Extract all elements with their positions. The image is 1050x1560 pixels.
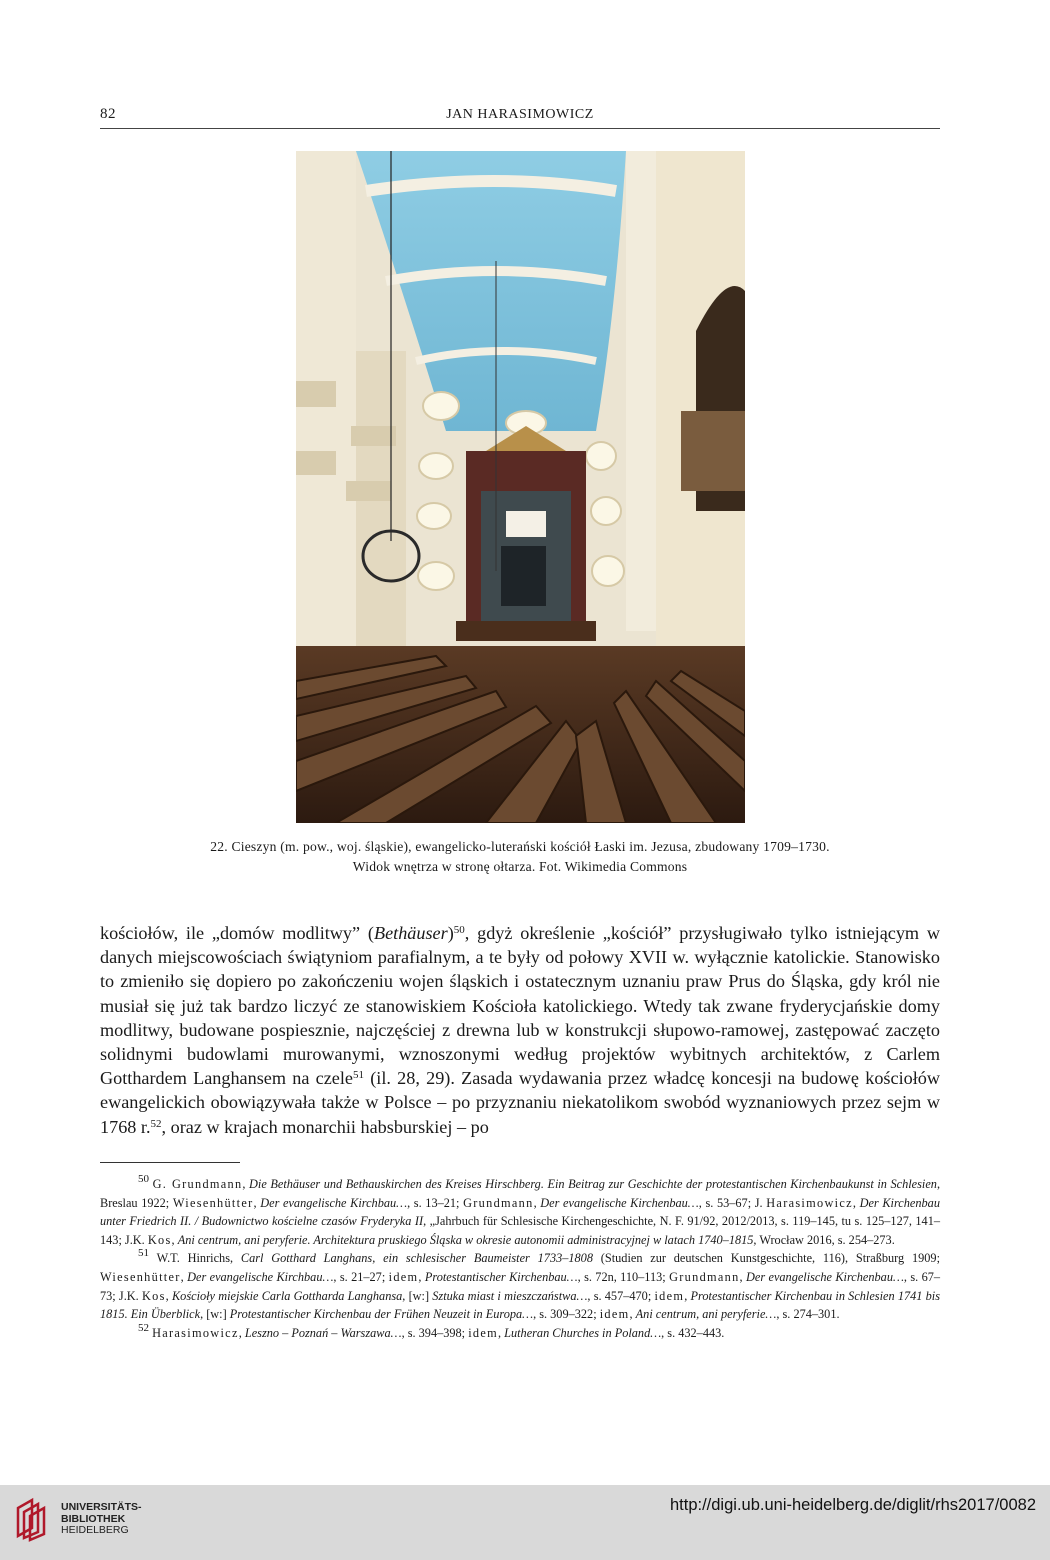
church-interior-photo xyxy=(296,151,745,823)
library-logo-icon xyxy=(10,1494,60,1544)
page-header xyxy=(100,106,940,129)
permalink-url[interactable]: http://digi.ub.uni-heidelberg.de/diglit/rhs2017/0082 xyxy=(669,1496,1036,1514)
footnote-52: $^{52}$ Harasimowicz, Leszno – Poznań – Warszawa…, s. 394–398; idem, Lutheran Churches in Poland…, s. 432–443. xyxy=(138,1321,725,1340)
body-italic-term: Bethäuser xyxy=(373,923,448,943)
caption-line-2: Widok wnętrza w stronę ołtarza. Fot. Wikimedia Commons xyxy=(352,859,688,874)
page-number: 82 xyxy=(100,106,116,122)
caption-line-1: 22. Cieszyn (m. pow., woj. śląskie), ewangelicko-luterański kościół Łaski im. Jezusa, zbudowany 1709–1730. xyxy=(210,839,830,854)
footnote-50: $^{50}$ G. Grundmann, Die Bethäuser und Bethauskirchen des Kreises Hirschberg. Ein Beitrag zur Geschichte der protestantischen Kirchenbaukunst in Schlesien, Breslau 1922; Wiesenhütter, Der evangelische Kirchbau…, s. 13–21; Grundmann, Der evangelische Kirchenbau…, s. 53–67; J. Harasimowicz, Der Kirchenbau unter Friedrich II. / Budownictwo kościelne czasów Fryderyka II, „Jahrbuch für Schlesische Kirchengeschichte, N. F. 91/92, 2012/2013, s. 119–145, tu s. 125–127, 141–143; J.K. Kos, Ani centrum, ani peryferie. Architektura pruskiego Śląska w okresie autonomii administracyjnej w latach 1740–1815, Wrocław 2016, s. 254–273. xyxy=(100,1173,941,1247)
body-text-3: (il. 28, 29). Zasada wydawania przez władcę koncesji na budowę kościołów ewangelickich obowiązywała także w Polsce – po przyznaniu niekatolikom swobód wyznaniowych przez sejm w 1768 r. xyxy=(100,1068,940,1137)
footnotes xyxy=(100,1175,940,1342)
figure-caption xyxy=(130,837,910,877)
body-text-4: , oraz w krajach monarchii habsburskiej – po xyxy=(161,1116,489,1137)
library-footer xyxy=(0,1485,1050,1560)
library-name: UNIVERSITÄTS- BIBLIOTHEK HEIDELBERG xyxy=(61,1501,142,1536)
footnote-ref-52[interactable]: 52 xyxy=(150,1117,162,1130)
footnote-divider xyxy=(100,1162,240,1163)
footnote-51: $^{51}$ W.T. Hinrichs, Carl Gotthard Langhans, ein schlesischer Baumeister 1733–1808 (Studien zur deutschen Kunstgeschichte, 116), Straßburg 1909; Wiesenhütter, Der evangelische Kirchbau…, s. 21–27; idem, Protestantischer Kirchenbau…, s. 72n, 110–113; Grundmann, Der evangelische Kirchenbau…, s. 67–73; J.K. Kos, Kościoły miejskie Carla Gottharda Langhansa, [w:] Sztuka miast i mieszczaństwa…, s. 457–470; idem, Protestantischer Kirchenbau in Schlesien 1741 bis 1815. Ein Überblick, [w:] Protestantischer Kirchenbau der Frühen Neuzeit in Europa…, s. 309–322; idem, Ani centrum, ani peryferie…, s. 274–301. xyxy=(100,1247,941,1322)
footnote-ref-51[interactable]: 51 xyxy=(352,1069,364,1082)
main-paragraph: kościołów, ile „domów modlitwy” (Bethäuser)$^{50}$, gdyż określenie „kościół” przysługiwało tylko istniejącym w danych miejscowościach świątyniom parafialnym, a te były od połowy XVII w. wyłącznie katolickie. Stanowisko to zmieniło się dopiero po zakończeniu wojen śląskich i ostatecznym uznaniu praw Prus do Śląska, gdy król nie musiał się już tak bardzo liczyć ze stanowiskiem Kościoła katolickiego. Wtedy tak zwane fryderycjańskie domy modlitwy, budowane pospiesznie, najczęściej z drewna lub w konstrukcji słupowo-ramowej, zastępować zaczęto solidnymi budowlami murowanymi, wznoszonymi według projektów wybitnych architektów, z Carlem Gotthardem Langhansem na czele$^{51}$ (il. 28, 29). Zasada wydawania przez władcę koncesji na budowę kościołów ewangelickich obowiązywała także w Polsce – po przyznaniu niekatolikom swobód wyznaniowych przez sejm w 1768 r.$^{52}$, oraz w krajach monarchii habsburskiej – po xyxy=(100,923,941,1137)
running-head-author: JAN HARASIMOWICZ xyxy=(446,107,594,122)
body-text-2: , gdyż określenie „kościół” przysługiwało tylko istniejącym w danych miejscowościach świątyniom parafialnym, a te były od połowy XVII w. wyłącznie katolickie. Stanowisko to zmieniło się dopiero po zakończeniu wojen śląskich i ostatecznym uznaniu praw Prus do Śląska, gdy król nie musiał się już tak bardzo liczyć ze stanowiskiem Kościoła katolickiego. Wtedy tak zwane fryderycjańskie domy modlitwy, budowane pospiesznie, najczęściej z drewna lub w konstrukcji słupowo-ramowej, zastępować zaczęto solidnymi budowlami murowanymi, wznoszonymi według projektów wybitnych architektów, z Carlem Gotthardem Langhansem na czele xyxy=(100,923,941,1089)
body-text-1: kościołów, ile „domów modlitwy” ( xyxy=(100,923,374,943)
footnote-ref-50[interactable]: 50 xyxy=(453,924,465,936)
